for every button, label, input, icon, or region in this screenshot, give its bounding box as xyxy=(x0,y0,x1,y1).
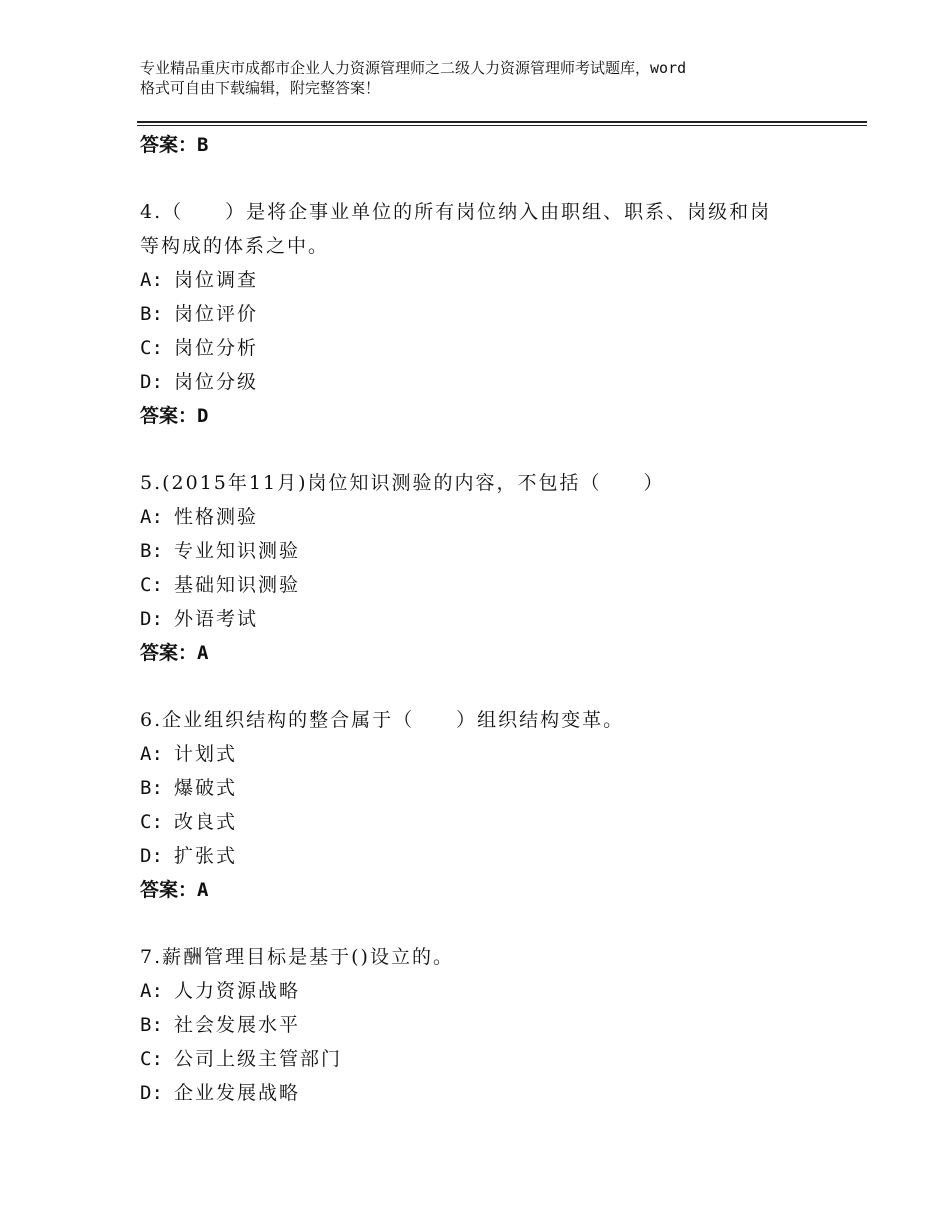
option-b xyxy=(140,534,860,568)
option-letter: B: xyxy=(140,777,163,799)
option-b xyxy=(140,1008,860,1042)
option-a xyxy=(140,500,860,534)
option-letter: C: xyxy=(140,1048,163,1070)
question-6 xyxy=(140,703,860,907)
option-text: 性格测验 xyxy=(174,506,259,528)
option-text: 人力资源战略 xyxy=(174,980,301,1002)
header-line-1: 专业精品重庆市成都市企业人力资源管理师之二级人力资源管理师考试题库，word xyxy=(140,59,687,77)
option-letter: C: xyxy=(140,337,163,359)
option-letter: B: xyxy=(140,540,163,562)
option-b xyxy=(140,771,860,805)
option-letter: B: xyxy=(140,1014,163,1036)
answer-line: 答案：B xyxy=(140,134,209,156)
option-c xyxy=(140,331,860,365)
option-text: 企业发展战略 xyxy=(174,1082,301,1104)
option-text: 公司上级主管部门 xyxy=(174,1048,343,1070)
question-stem xyxy=(140,940,860,974)
question-stem xyxy=(140,466,860,500)
question-stem-line: 等构成的体系之中。 xyxy=(140,235,330,257)
option-letter: A: xyxy=(140,743,163,765)
option-letter: A: xyxy=(140,980,163,1002)
answer-line: 答案：A xyxy=(140,879,209,901)
option-letter: A: xyxy=(140,506,163,528)
option-letter: D: xyxy=(140,1082,163,1104)
header-line-2: 格式可自由下载编辑，附完整答案！ xyxy=(140,79,381,97)
option-text: 岗位调查 xyxy=(174,269,259,291)
document-header xyxy=(140,58,840,98)
option-letter: C: xyxy=(140,811,163,833)
option-a xyxy=(140,737,860,771)
question-stem xyxy=(140,703,860,737)
header-divider-thick xyxy=(137,121,867,123)
option-text: 社会发展水平 xyxy=(174,1014,301,1036)
option-letter: A: xyxy=(140,269,163,291)
answer-line: 答案：D xyxy=(140,405,209,427)
question-7 xyxy=(140,940,860,1110)
question-4 xyxy=(140,195,860,433)
answer-line: 答案：A xyxy=(140,642,209,664)
option-d xyxy=(140,602,860,636)
option-a xyxy=(140,263,860,297)
option-letter: D: xyxy=(140,845,163,867)
option-d xyxy=(140,365,860,399)
option-letter: B: xyxy=(140,303,163,325)
option-text: 岗位评价 xyxy=(174,303,259,325)
option-letter: D: xyxy=(140,371,163,393)
option-text: 改良式 xyxy=(174,811,238,833)
question-stem xyxy=(140,195,860,263)
option-text: 专业知识测验 xyxy=(174,540,301,562)
option-c xyxy=(140,805,860,839)
option-text: 岗位分析 xyxy=(174,337,259,359)
option-b xyxy=(140,297,860,331)
option-d xyxy=(140,839,860,873)
option-text: 计划式 xyxy=(174,743,238,765)
header-divider-thin xyxy=(137,125,867,126)
option-d xyxy=(140,1076,860,1110)
option-a xyxy=(140,974,860,1008)
option-letter: C: xyxy=(140,574,163,596)
question-stem-line: 5.(2015年11月)岗位知识测验的内容，不包括（ ） xyxy=(140,472,665,494)
option-c xyxy=(140,568,860,602)
question-stem-line: 6.企业组织结构的整合属于（ ）组织结构变革。 xyxy=(140,709,625,731)
option-text: 外语考试 xyxy=(174,608,259,630)
option-text: 扩张式 xyxy=(174,845,238,867)
question-stem-line: 7.薪酬管理目标是基于()设立的。 xyxy=(140,946,454,968)
question-5 xyxy=(140,466,860,670)
option-text: 岗位分级 xyxy=(174,371,259,393)
option-text: 爆破式 xyxy=(174,777,238,799)
question-stem-line: 4.（ ）是将企事业单位的所有岗位纳入由职组、职系、岗级和岗 xyxy=(140,201,772,223)
option-letter: D: xyxy=(140,608,163,630)
option-c xyxy=(140,1042,860,1076)
option-text: 基础知识测验 xyxy=(174,574,301,596)
question-list xyxy=(140,128,860,1110)
